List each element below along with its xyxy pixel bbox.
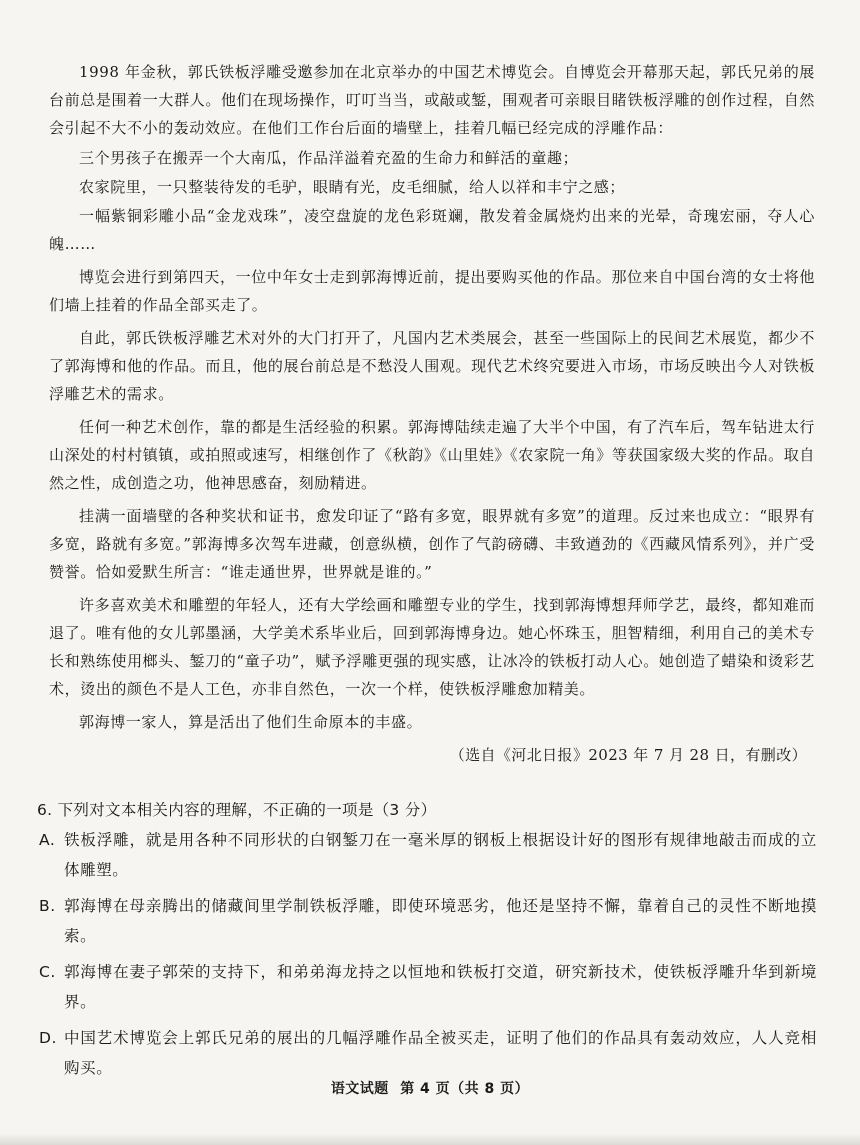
option-label: C. — [39, 963, 56, 981]
option-d — [37, 1023, 817, 1083]
paragraph: 任何一种艺术创作，靠的都是生活经验的积累。郭海博陆续走遍了大半个中国，有了汽车后，驾车钻进太行山深处的村村镇镇，或拍照或速写，相继创作了《秋韵》《山里娃》《农家院一角》等获国家级大奖的作品。取自然之性，成创造之功，他神思感奋，刻励精进。 — [49, 418, 815, 492]
footer-page-number: 第 4 页（共 8 页） — [400, 1081, 530, 1097]
paragraph: 挂满一面墙壁的各种奖状和证书，愈发印证了“路有多宽，眼界就有多宽”的道理。反过来也成立：“眼界有多宽，路就有多宽。”郭海博多次驾车进藏，创意纵横，创作了气韵磅礴、丰致遒劲的《西藏风情系列》，并广受赞誉。恰如爱默生所言：“谁走通世界，世界就是谁的。” — [49, 507, 815, 581]
option-c — [37, 957, 817, 1017]
option-a — [37, 825, 817, 885]
option-text: 郭海博在妻子郭荣的支持下，和弟弟海龙持之以恒地和铁板打交道，研究新技术，使铁板浮雕升华到新境界。 — [64, 963, 817, 1011]
paragraph: 许多喜欢美术和雕塑的年轻人，还有大学绘画和雕塑专业的学生，找到郭海博想拜师学艺，最终，都知难而退了。唯有他的女儿郭墨涵，大学美术系毕业后，回到郭海博身边。她心怀珠玉，胆智精细，利用自己的美术专长和熟练使用榔头、錾刀的“童子功”，赋予浮雕更强的现实感，让冰冷的铁板打动人心。她创造了蜡染和烫彩艺术，烫出的颜色不是人工色，亦非自然色，一次一个样，使铁板浮雕愈加精美。 — [49, 596, 815, 698]
paragraph: 一幅紫铜彩雕小品“金龙戏珠”，凌空盘旋的龙色彩斑斓，散发着金属烧灼出来的光晕，奇瑰宏丽，夺人心魄…… — [49, 207, 815, 253]
paragraph: 三个男孩子在搬弄一个大南瓜，作品洋溢着充盈的生命力和鲜活的童趣； — [79, 149, 579, 167]
option-label: A. — [39, 831, 56, 849]
question-stem: 6. 下列对文本相关内容的理解，不正确的一项是（3 分） — [37, 801, 437, 819]
paragraph: 郭海博一家人，算是活出了他们生命原本的丰盛。 — [79, 713, 423, 731]
option-text: 中国艺术博览会上郭氏兄弟的展出的几幅浮雕作品全被买走，证明了他们的作品具有轰动效应，人人竞相购买。 — [64, 1029, 817, 1077]
article-source: （选自《河北日报》2023 年 7 月 28 日，有删改） — [449, 746, 807, 764]
option-b — [37, 891, 817, 951]
option-label: D. — [39, 1029, 58, 1047]
question-6 — [37, 797, 817, 1089]
paragraph: 博览会进行到第四天，一位中年女士走到郭海博近前，提出要购买他的作品。那位来自中国台湾的女士将他们墙上挂着的作品全部买走了。 — [49, 268, 815, 314]
article-body — [49, 58, 815, 769]
paragraph: 1998 年金秋，郭氏铁板浮雕受邀参加在北京举办的中国艺术博览会。自博览会开幕那天起，郭氏兄弟的展台前总是围着一大群人。他们在现场操作，叮叮当当，或敲或錾，围观者可亲眼目睹铁板浮雕的创作过程，自然会引起不大不小的轰动效应。在他们工作台后面的墙壁上，挂着几幅已经完成的浮雕作品： — [49, 63, 815, 137]
option-text: 铁板浮雕，就是用各种不同形状的白钢錾刀在一毫米厚的钢板上根据设计好的图形有规律地敲击而成的立体雕塑。 — [64, 831, 817, 879]
paragraph: 农家院里，一只整装待发的毛驴，眼睛有光，皮毛细腻，给人以祥和丰宁之感； — [79, 178, 626, 196]
footer-subject: 语文试题 — [330, 1081, 389, 1097]
scan-edge-shadow — [0, 1133, 860, 1145]
option-label: B. — [39, 897, 56, 915]
option-text: 郭海博在母亲腾出的储藏间里学制铁板浮雕，即使环境恶劣，他还是坚持不懈，靠着自己的灵性不断地摸索。 — [64, 897, 817, 945]
page-footer — [0, 1078, 860, 1098]
paragraph: 自此，郭氏铁板浮雕艺术对外的大门打开了，凡国内艺术类展会，甚至一些国际上的民间艺术展览，都少不了郭海博和他的作品。而且，他的展台前总是不愁没人围观。现代艺术终究要进入市场，市场反映出今人对铁板浮雕艺术的需求。 — [49, 329, 815, 403]
